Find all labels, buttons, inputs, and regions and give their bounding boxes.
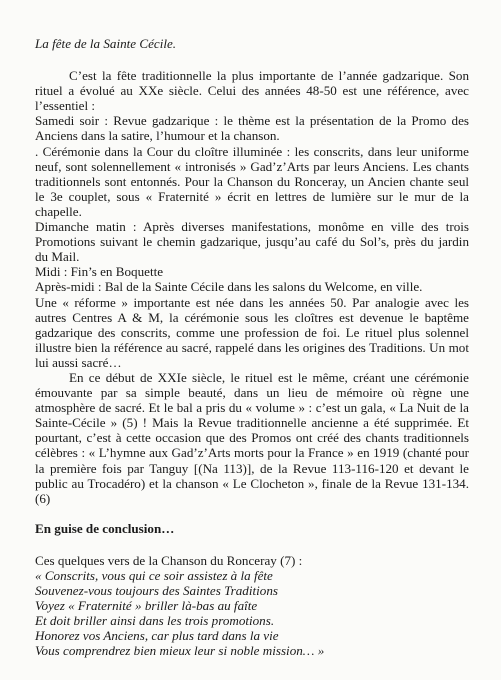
paragraph-xxie-siecle: En ce début de XXIe siècle, le rituel est le même, créant une cérémonie émouvante par sa simple beauté, dans un lieu de mémoire où règne une atmosphère de sacré. Et le bal a pris du « volume » : c’est un gala, « La Nuit de la Sainte-Cécile » (5) ! Mais la Revue traditionnelle ancienne a été supprimée. Et pourtant, c’est à cette occasion que des Promos ont créé des chants traditionnels célèbres : « L’hymne aux Gad’z’Arts morts pour la France » en 1919 (chanté pour la première fois par Tanguy [(Na 113)], de la Revue 113-116-120 et devant le public au Trocadéro) et la chanson « Le Clocheton », finale de la Revue 131-134. (6) bbox=[35, 369, 469, 506]
poem-intro: Ces quelques vers de la Chanson du Ronceray (7) : bbox=[35, 552, 303, 568]
poem-line: Et doit briller ainsi dans les trois promotions. bbox=[35, 613, 275, 629]
conclusion-heading: En guise de conclusion… bbox=[35, 520, 175, 536]
poem-line: Vous comprendrez bien mieux leur si noble mission… » bbox=[35, 643, 325, 659]
paragraph-midi: Midi : Fin’s en Boquette bbox=[35, 264, 164, 280]
poem-block bbox=[35, 553, 469, 659]
paragraph-ceremonie: . Cérémonie dans la Cour du cloître illuminée : les conscrits, dans leur uniforme neuf, sont solennellement « intronisés » Gad’z’Arts par leurs Anciens. Les chants traditionnels sont entonnés. Pour la Chanson du Ronceray, un Ancien chante seul le 3e couplet, sous « Fraternité » écrit en lettres de lumière sur le mur de la chapelle. bbox=[35, 143, 469, 219]
poem-line: Voyez « Fraternité » briller là-bas au faîte bbox=[35, 598, 258, 614]
document-title: La fête de la Sainte Cécile. bbox=[35, 36, 177, 51]
paragraph-intro: C’est la fête traditionnelle la plus importante de l’année gadzarique. Son rituel a évolué au XXe siècle. Celui des années 48-50 est une référence, avec l’essentiel : bbox=[35, 68, 469, 114]
poem-line: Honorez vos Anciens, car plus tard dans la vie bbox=[35, 628, 279, 644]
paragraph-samedi: Samedi soir : Revue gadzarique : le thème est la présentation de la Promo des Anciens dans la satire, l’humour et la chanson. bbox=[35, 113, 469, 144]
paragraph-dimanche: Dimanche matin : Après diverses manifestations, monôme en ville des trois Promotions suivant le chemin gadzarique, jusqu’au café du Sol’s, près du jardin du Mail. bbox=[35, 219, 469, 265]
poem-line: Souvenez-vous toujours des Saintes Traditions bbox=[35, 583, 278, 599]
paragraph-apres-midi: Après-midi : Bal de la Sainte Cécile dans les salons du Welcome, en ville. bbox=[35, 279, 423, 295]
paragraph-reforme: Une « réforme » importante est née dans les années 50. Par analogie avec les autres Centres A & M, la cérémonie sous les cloîtres est devenue le baptême gadzarique des conscrits, comme une profession de foi. Le rituel plus solennel illustre bien la référence au sacré, rappelé dans les origines des Traditions. Un mot lui aussi sacré… bbox=[35, 294, 469, 370]
poem-line: « Conscrits, vous qui ce soir assistez à la fête bbox=[35, 568, 273, 583]
